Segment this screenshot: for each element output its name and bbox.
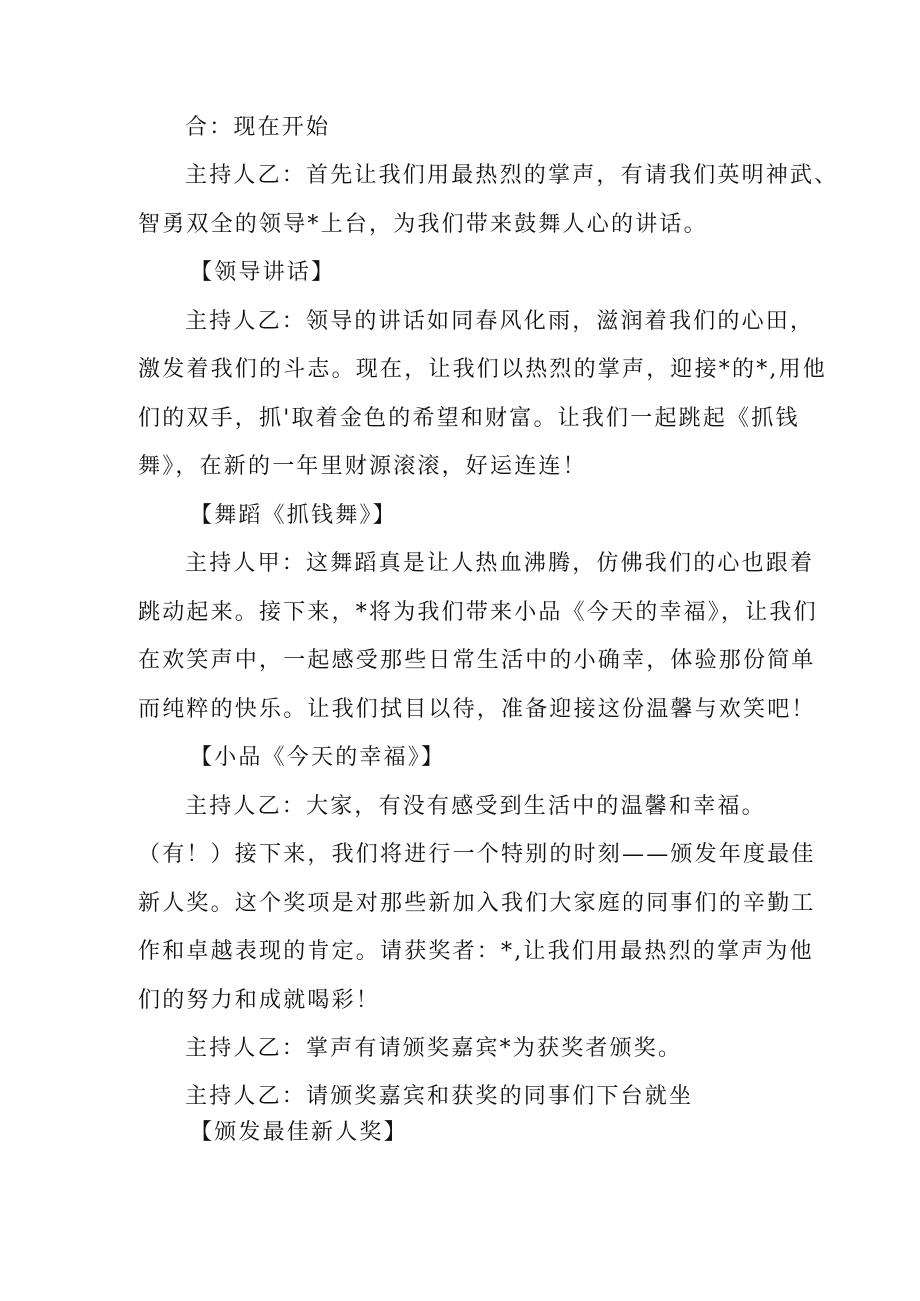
- text-line-host-b-intro-cont: 智勇双全的领导*上台，为我们带来鼓舞人心的讲话。: [138, 212, 708, 237]
- text-line-host-a-1: 主持人甲：这舞蹈真是让人热血沸腾，仿佛我们的心也跟着: [185, 551, 815, 576]
- text-line-host-b-presenter: 主持人乙：掌声有请颁奖嘉宾*为获奖者颁奖。: [185, 1036, 683, 1061]
- text-line-host-b-award-4: 作和卓越表现的肯定。请获奖者：*,让我们用最热烈的掌声为他: [138, 939, 814, 964]
- text-line-host-b-speech-1: 主持人乙：领导的讲话如同春风化雨，滋润着我们的心田，: [185, 309, 815, 334]
- text-line-together-start: 合：现在开始: [185, 115, 331, 140]
- text-line-host-a-3: 在欢笑声中，一起感受那些日常生活中的小确幸，体验那份简单: [138, 648, 816, 673]
- text-line-host-b-speech-4: 舞》，在新的一年里财源滚滚，好运连连！: [138, 454, 587, 479]
- section-heading-newcomer-award: 【颁发最佳新人奖】: [190, 1120, 408, 1145]
- text-line-host-b-sit-down: 主持人乙：请颁奖嘉宾和获奖的同事们下台就坐: [185, 1084, 694, 1109]
- text-line-host-a-4: 而纯粹的快乐。让我们拭目以待，准备迎接这份温馨与欢笑吧！: [138, 697, 816, 722]
- text-line-host-b-award-2: （有！）接下来，我们将进行一个特别的时刻——颁发年度最佳: [138, 842, 816, 867]
- text-line-host-b-award-1: 主持人乙：大家，有没有感受到生活中的温馨和幸福。: [185, 794, 766, 819]
- text-line-host-b-intro: 主持人乙：首先让我们用最热烈的掌声，有请我们英明神武、: [185, 163, 839, 188]
- text-line-host-a-2: 跳动起来。接下来，*将为我们带来小品《今天的幸福》，让我们: [138, 600, 818, 625]
- text-line-host-b-award-5: 们的努力和成就喝彩！: [138, 988, 381, 1013]
- text-line-host-b-speech-3: 们的双手，抓'取着金色的希望和财富。让我们一起跳起《抓钱: [138, 406, 800, 431]
- section-heading-dance: 【舞蹈《抓钱舞》】: [190, 503, 397, 528]
- section-heading-leader-speech: 【领导讲话】: [190, 260, 336, 285]
- text-line-host-b-award-3: 新人奖。这个奖项是对那些新加入我们大家庭的同事们的辛勤工: [138, 891, 816, 916]
- text-line-host-b-speech-2: 激发着我们的斗志。现在，让我们以热烈的掌声，迎接*的*,用他: [138, 357, 827, 382]
- section-heading-sketch: 【小品《今天的幸福》】: [190, 745, 446, 770]
